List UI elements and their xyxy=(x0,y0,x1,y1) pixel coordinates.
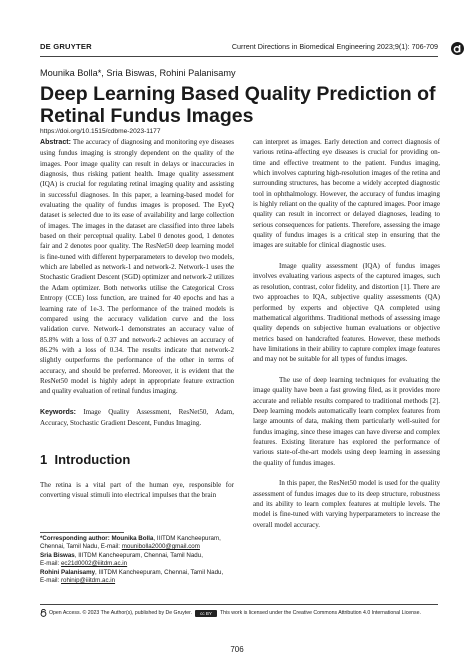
email-link[interactable]: rohinip@iiitdm.ac.in xyxy=(60,577,116,585)
affiliation-text: , IIITDM Kancheepuram, Chennai, Tamil Nadu, xyxy=(74,551,203,559)
author-footnotes xyxy=(40,535,240,585)
author-list: Mounika Bolla*, Sria Biswas, Rohini Palanisamy xyxy=(40,68,236,78)
footnote-rule xyxy=(40,532,124,533)
paper-title xyxy=(40,84,440,127)
email-link[interactable]: mounibolla2000@gmail.com xyxy=(121,543,200,551)
page-number: 706 xyxy=(230,645,244,654)
footnote-line xyxy=(40,535,240,543)
open-access-icon xyxy=(40,609,47,617)
affiliation-text: E-mail: xyxy=(40,577,61,585)
affiliation-text: E-mail: xyxy=(40,560,61,568)
footnote-line xyxy=(40,552,240,560)
degruyter-logo-icon xyxy=(451,42,464,55)
cc-by-icon[interactable]: cc BY xyxy=(195,610,217,617)
section-title: Introduction xyxy=(54,452,131,467)
header-rule xyxy=(40,56,438,57)
footnote-line xyxy=(40,560,240,568)
body-paragraph: In this paper, the ResNet50 model is used for the quality assessment of fundus images due to its deep structure, robustness and its ability to learn complex features at multiple levels. The model is fine-tuned with varying hyperparameters to increase the overall model accuracy. xyxy=(253,479,440,529)
author-name: Sria Biswas xyxy=(40,551,75,559)
abstract-text: The accuracy of diagnosing and monitoring eye diseases using fundus imaging is strongly dependent on the quality of the images. Poor image quality can result in delays or inaccuracies in diagnosis, thus risking patient health. Image quality assessment (IQA) is crucial for regulating retinal imaging quality and assisting in successful diagnoses. In this paper, a learning-based model for evaluating the quality of fundus images is proposed. The EyeQ dataset is selected due to its ease of availability and large collection of images. The images in the dataset are classified into three labels based on their perceptual quality. Label 0 denotes good, 1 denotes fair and 2 denotes poor quality. The ResNet50 deep learning model is fine-tuned with different hyperparameters to develop two models, which are labelled as network-1 and network-2. Network-1 uses the Stochastic Gradient Descent (SGD) optimizer and network-2 utilizes the Adam optimizer. Both networks utilise the Categorical Cross Entropy (CCE) loss function, are trained for 40 epochs and has a learning rate of 1e-3. The performance of the trained models is compared using the accuracy validation curve and the loss validation curve. Network-1 demonstrates an accuracy value of 85.8% with a loss of 0.37 and network-2 achieves an accuracy of 86.2% with a loss of 0.34. The results indicate that network-2 slightly outperforms the performance of the other in terms of accuracy, and should be preferred. Moreover, it is evident that the ResNet50 model is highly adept in appropriate feature extraction and quality evaluation of retinal fundus imaging. xyxy=(40,138,235,396)
section-number: 1 xyxy=(40,452,48,467)
body-paragraph: Image quality assessment (IQA) of fundus images involves evaluating various aspects of the captured images, such as resolution, contrast, color fidelity, and distortion [1]. There are two approaches to IQA, subjective quality assessments (QA) performed by experts and objective QA completed using mathematical algorithms. Traditional methods of assessing image quality depends on subjective human evaluations or objective metrics based on handcrafted features. However, these methods have limitations in their ability to capture complex image features and may not be suitable for all types of fundus images. xyxy=(253,262,440,364)
corresponding-author-label: *Corresponding author: Mounika Bolla xyxy=(40,535,154,542)
body-paragraph: The use of deep learning techniques for evaluating the image quality have been a fast growing filed, as it provides more accurate and reliable results compared to traditional methods [2]. Deep learning models automatically learn complex features from large amounts of data, making them particularly well-suited for fundus imaging, since these images can have diverse and complex features. Existing literature has explored the performance of various state-of-the-art models using deep learning in assessing the quality of fundus images. xyxy=(253,375,440,467)
publisher-name: DE GRUYTER xyxy=(40,42,92,51)
email-link[interactable]: ec21d0002@iiitdm.ac.in xyxy=(60,560,128,568)
footer-rule xyxy=(40,604,438,605)
journal-citation: Current Directions in Biomedical Engineering 2023;9(1): 706-709 xyxy=(231,42,438,51)
keywords xyxy=(40,407,234,429)
license-prefix: Open Access. © 2023 The Author(s), published by De Gruyter. xyxy=(49,610,192,616)
footnote-line xyxy=(40,543,240,551)
intro-paragraph: The retina is a vital part of the human eye, responsible for converting visual stimuli into electrical impulses that the brain xyxy=(40,481,234,500)
keywords-label: Keywords: xyxy=(40,408,77,416)
author-name: Rohini Palanisamy xyxy=(40,568,96,576)
abstract-label: Abstract: xyxy=(40,139,71,146)
intro-column xyxy=(40,480,234,501)
license-footer xyxy=(40,609,440,617)
right-column xyxy=(253,137,440,530)
license-text: This work is licensed under the Creative Commons Attribution 4.0 International License. xyxy=(220,610,421,616)
section-heading xyxy=(40,452,130,467)
affiliation-text: Chennai, Tamil Nadu, E-mail: xyxy=(40,543,122,551)
footnote-line xyxy=(40,577,240,585)
abstract xyxy=(40,137,234,397)
title-line: Retinal Fundus Images xyxy=(40,104,254,127)
title-line: Deep Learning Based Quality Prediction of xyxy=(40,83,436,105)
keywords-text: Image Quality Assessment, ResNet50, Adam, Accuracy, Stochastic Gradient Descent, Fundus Imaging. xyxy=(40,407,235,428)
affiliation-text: , IIITDM Kancheepuram, xyxy=(153,535,221,542)
left-column xyxy=(40,137,234,429)
running-header xyxy=(40,42,438,54)
footnote-line xyxy=(40,569,240,577)
doi-link[interactable]: https://doi.org/10.1515/cdbme-2023-1177 xyxy=(40,128,161,135)
affiliation-text: , IIITDM Kancheepuram, Chennai, Tamil Nadu, xyxy=(95,568,224,576)
body-paragraph: can interpret as images. Early detection and correct diagnosis of various retina-affecting eye diseases is crucial for providing on-time and effective treatment to the patient. Fundus imaging, which involves capturing high-resolution images of the retina and surrounding structures, has become a widely accepted diagnostic tool in ophthalmology. However, the accuracy of fundus imaging is highly reliant on the quality of the captured images. Poor image quality can result in incorrect or delayed diagnoses, leading to serious consequences for patients. Therefore, assessing the image quality of fundus images is a critical step in ensuring that the images are suitable for clinical diagnostic uses. xyxy=(253,138,440,250)
